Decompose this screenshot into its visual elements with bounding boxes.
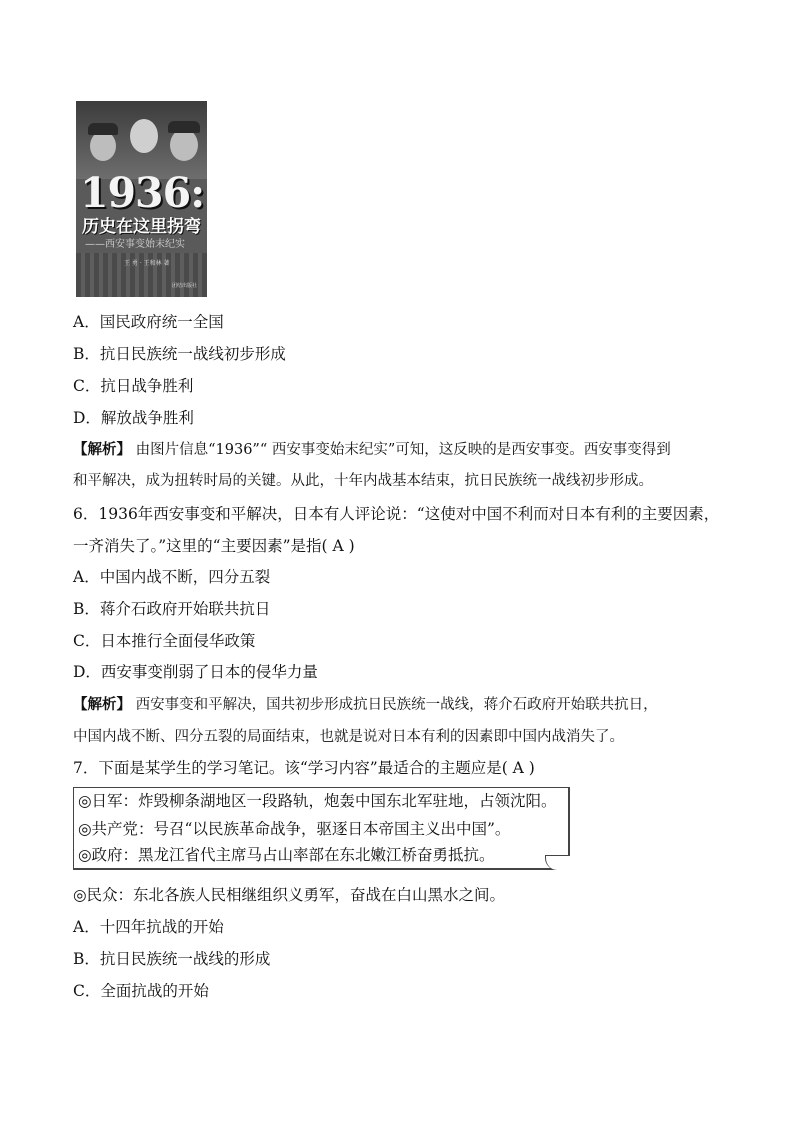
q5-analysis-label: 【解析】 <box>73 441 131 458</box>
portrait-left-face <box>90 131 116 161</box>
cover-portrait-photo <box>76 101 207 179</box>
note-item-people: ◎民众：东北各族人民相继组织义勇军，奋战在白山黑水之间。 <box>73 886 506 904</box>
q7-option-b: B．抗日民族统一战线的形成 <box>73 950 271 968</box>
portrait-center-face <box>130 119 158 153</box>
q6-option-b: B．蒋介石政府开始联共抗日 <box>73 600 271 618</box>
q7-option-c: C．全面抗战的开始 <box>73 982 209 1000</box>
q6-analysis-text-1: 西安事变和平解决，国共初步形成抗日民族统一战线，蒋介石政府开始联共抗日， <box>131 697 658 713</box>
book-cover-image <box>76 101 207 297</box>
q7-option-a: A．十四年抗战的开始 <box>73 918 224 936</box>
cover-title: 历史在这里拐弯 <box>82 217 201 237</box>
cover-author: 王 勇 · 王和林 著 <box>124 260 170 267</box>
q6-stem-line-2: 一齐消失了。”这里的“主要因素”是指( A ) <box>73 537 355 555</box>
portrait-left-cap <box>88 123 118 135</box>
study-note-box <box>73 787 570 870</box>
note-page-curl <box>545 855 570 870</box>
cover-subtitle: ——西安事变始末纪实 <box>85 239 185 250</box>
cover-publisher: 团结出版社 <box>172 283 198 289</box>
q6-analysis-line-2: 中国内战不断、四分五裂的局面结束，也就是说对日本有利的因素即中国内战消失了。 <box>73 729 624 745</box>
q6-option-d: D．西安事变削弱了日本的侵华力量 <box>73 663 318 681</box>
q5-analysis-line-2: 和平解决，成为扭转时局的关键。从此，十年内战基本结束，抗日民族统一战线初步形成。 <box>73 473 653 489</box>
portrait-right-face <box>170 129 198 161</box>
note-item-communist-party: ◎共产党：号召“以民族革命战争，驱逐日本帝国主义出中国”。 <box>78 820 511 838</box>
q5-analysis-line-1 <box>73 440 671 460</box>
note-item-japanese-army: ◎日军：炸毁柳条湖地区一段路轨，炮轰中国东北军驻地，占领沈阳。 <box>78 792 557 810</box>
q6-option-c: C．日本推行全面侵华政策 <box>73 632 256 650</box>
q6-analysis-label: 【解析】 <box>73 696 131 713</box>
q6-analysis-line-1 <box>73 695 658 715</box>
q5-option-b: B．抗日民族统一战线初步形成 <box>73 345 286 363</box>
q6-option-a: A．中国内战不断，四分五裂 <box>73 568 271 586</box>
q6-stem-line-1: 6．1936年西安事变和平解决，日本有人评论说：“这使对中国不利而对日本有利的主要因素， <box>73 505 720 523</box>
portrait-right-cap <box>168 121 200 133</box>
q5-option-d: D．解放战争胜利 <box>73 409 194 427</box>
q5-option-a: A．国民政府统一全国 <box>73 313 224 331</box>
q5-analysis-text-1: 由图片信息“1936”“ 西安事变始末纪实”可知，这反映的是西安事变。西安事变得到 <box>131 442 671 458</box>
q7-stem: 7．下面是某学生的学习笔记。该“学习内容”最适合的主题应是( A ) <box>73 759 535 777</box>
q5-option-c: C．抗日战争胜利 <box>73 377 194 395</box>
note-item-government: ◎政府：黑龙江省代主席马占山率部在东北嫩江桥奋勇抵抗。 <box>78 846 495 864</box>
cover-year: 1936: <box>80 169 205 217</box>
